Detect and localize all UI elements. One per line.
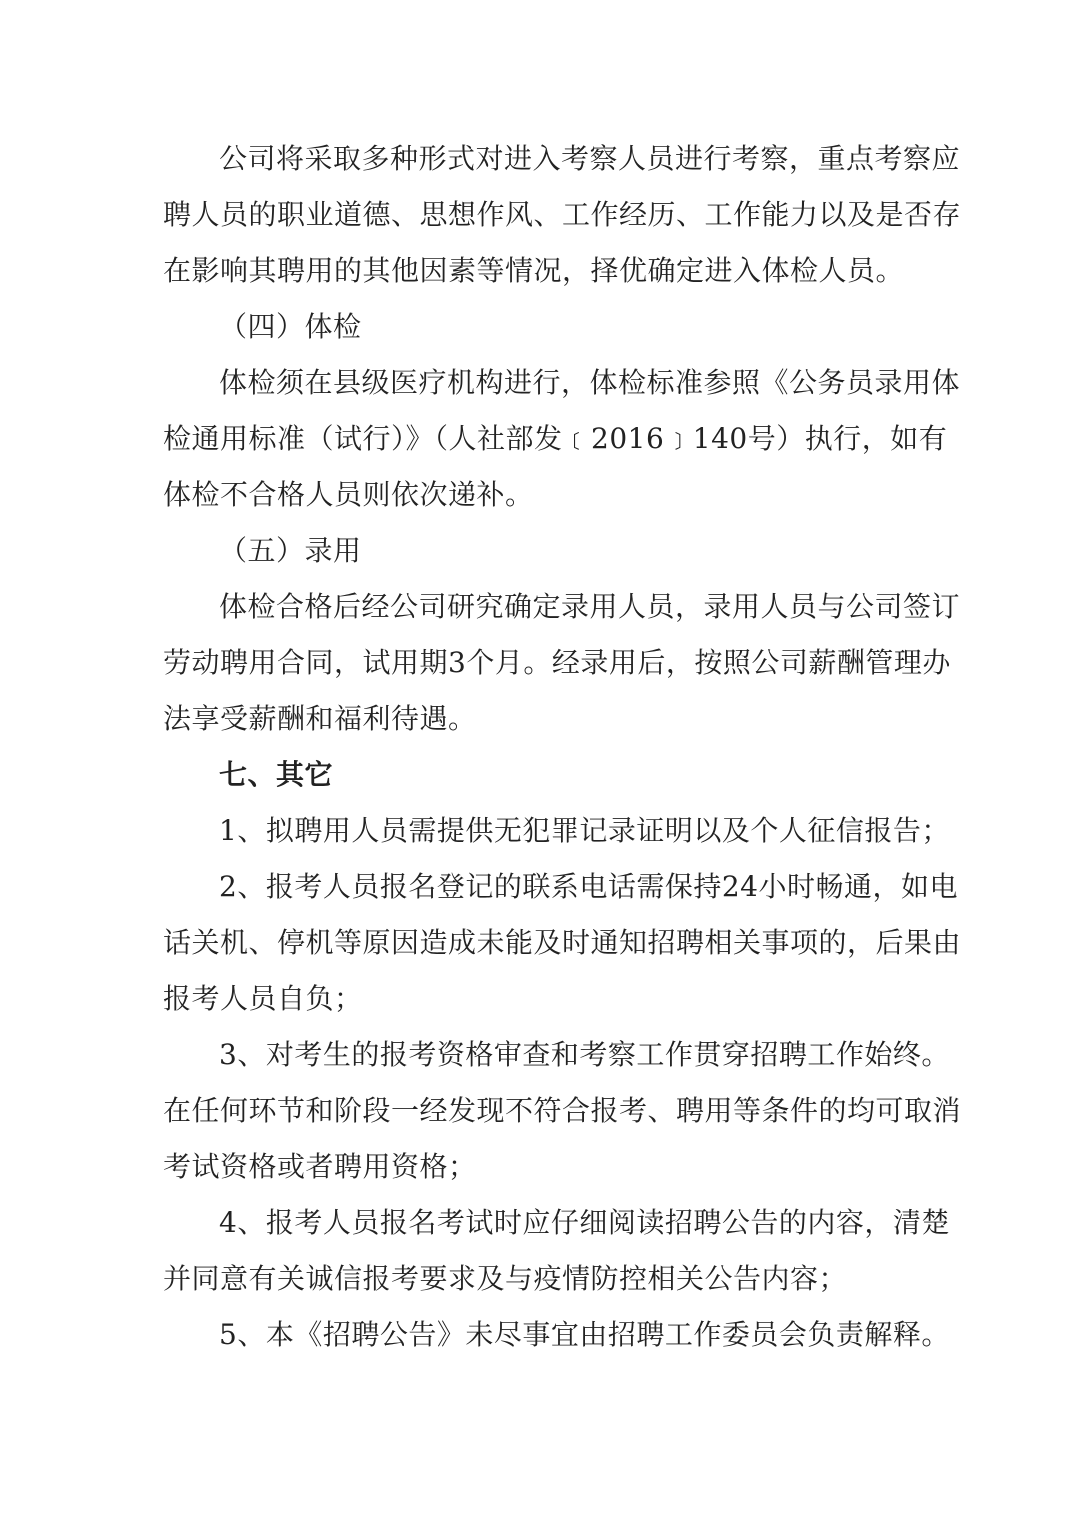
section-heading-other [163, 747, 913, 803]
text-line: 法享受薪酬和福利待遇。 [163, 702, 477, 735]
text-line: 体检合格后经公司研究确定录用人员，录用人员与公司签订 [219, 590, 961, 623]
heading-physical-exam [163, 299, 913, 355]
text-line: 体检须在县级医疗机构进行，体检标准参照《公务员录用体 [219, 366, 961, 399]
document-body [163, 131, 962, 1363]
text-line: 4、报考人员报名考试时应仔细阅读招聘公告的内容，清楚 [219, 1206, 950, 1239]
list-item-4 [163, 1195, 950, 1307]
text-line: 并同意有关诚信报考要求及与疫情防控相关公告内容； [163, 1262, 848, 1295]
text-line: 5、本《招聘公告》未尽事宜由招聘工作委员会负责解释。 [219, 1318, 950, 1351]
text-line: 2、报考人员报名登记的联系电话需保持24小时畅通，如电 [219, 870, 958, 903]
text-line: 在任何环节和阶段一经发现不符合报考、聘用等条件的均可取消 [163, 1094, 962, 1127]
text-line: 3、对考生的报考资格审查和考察工作贯穿招聘工作始终。 [219, 1038, 950, 1071]
text-line: 报考人员自负； [163, 982, 363, 1015]
subheading-text: （五）录用 [219, 534, 362, 567]
list-item-1 [163, 803, 950, 859]
text-line: 劳动聘用合同，试用期3个月。经录用后，按照公司薪酬管理办 [163, 646, 951, 679]
paragraph-inspection-description [163, 131, 962, 299]
list-item-3 [163, 1027, 962, 1195]
text-line: 公司将采取多种形式对进入考察人员进行考察，重点考察应 [219, 142, 961, 175]
subheading-text: （四）体检 [219, 310, 362, 343]
text-line: 检通用标准（试行）》（人社部发﹝2016﹞140号）执行，如有 [163, 422, 948, 455]
text-line: 聘人员的职业道德、思想作风、工作经历、工作能力以及是否存 [163, 198, 962, 231]
text-line: 体检不合格人员则依次递补。 [163, 478, 534, 511]
list-item-5 [163, 1307, 950, 1363]
heading-employment [163, 523, 913, 579]
text-line: 在影响其聘用的其他因素等情况，择优确定进入体检人员。 [163, 254, 905, 287]
list-item-2 [163, 859, 962, 1027]
paragraph-employment [163, 579, 961, 747]
text-line: 话关机、停机等原因造成未能及时通知招聘相关事项的，后果由 [163, 926, 962, 959]
text-line: 1、拟聘用人员需提供无犯罪记录证明以及个人征信报告； [219, 814, 950, 847]
paragraph-physical-exam [163, 355, 961, 523]
text-line: 考试资格或者聘用资格； [163, 1150, 477, 1183]
section-heading-text: 七、其它 [219, 758, 334, 791]
